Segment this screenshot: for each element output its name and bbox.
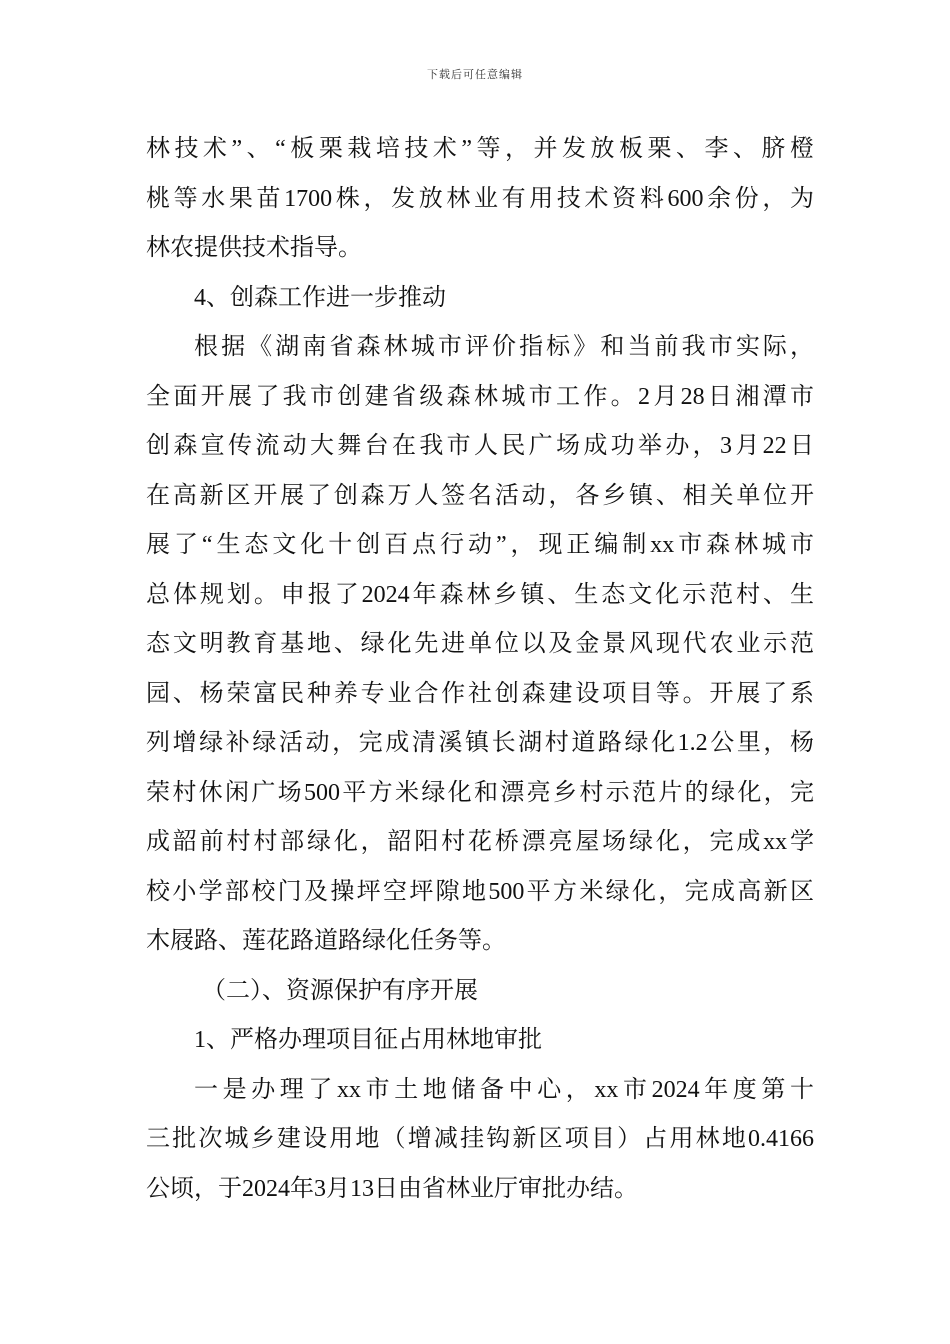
paragraph-line: 桃等水果苗1700株，发放林业有用技术资料600余份，为 (146, 185, 814, 212)
paragraph-line: 一是办理了xx市土地储备中心，xx市2024年度第十 (194, 1076, 814, 1103)
paragraph-line: 列增绿补绿活动，完成清溪镇长湖村道路绿化1.2公里，杨 (146, 730, 814, 756)
paragraph-line: 林农提供技术指导。 (146, 235, 362, 261)
paragraph-line: 展了“生态文化十创百点行动”，现正编制xx市森林城市 (146, 532, 814, 558)
section-heading: （二）、资源保护有序开展 (202, 977, 478, 1004)
paragraph-line: 成韶前村村部绿化，韶阳村花桥漂亮屋场绿化，完成xx学 (146, 829, 814, 855)
paragraph-line: 三批次城乡建设用地（增减挂钩新区项目）占用林地0.4166 (146, 1126, 814, 1152)
section-heading: 4、创森工作进一步推动 (194, 284, 446, 311)
paragraph-line: 林技术”、“板栗栽培技术”等，并发放板栗、李、脐橙 (146, 136, 814, 162)
page-header-note: 下载后可任意编辑 (427, 68, 523, 81)
paragraph-line: 创森宣传流动大舞台在我市人民广场成功举办，3月22日 (146, 433, 814, 459)
paragraph-line: 木屐路、莲花路道路绿化任务等。 (146, 928, 506, 954)
document-body (146, 125, 814, 1214)
paragraph-line: 园、杨荣富民种养专业合作社创森建设项目等。开展了系 (146, 680, 814, 707)
paragraph-line: 荣村休闲广场500平方米绿化和漂亮乡村示范片的绿化，完 (146, 779, 814, 806)
paragraph-line: 校小学部校门及操坪空坪隙地500平方米绿化，完成高新区 (146, 878, 814, 905)
paragraph-line: 总体规划。申报了2024年森林乡镇、生态文化示范村、生 (146, 581, 814, 608)
paragraph-line: 在高新区开展了创森万人签名活动，各乡镇、相关单位开 (146, 482, 814, 509)
subsection-heading: 1、严格办理项目征占用林地审批 (194, 1027, 542, 1053)
paragraph-line: 公顷，于2024年3月13日由省林业厅审批办结。 (146, 1175, 638, 1202)
paragraph-line: 根据《湖南省森林城市评价指标》和当前我市实际， (194, 334, 814, 360)
paragraph-line: 态文明教育基地、绿化先进单位以及金景风现代农业示范 (146, 631, 814, 657)
paragraph-line: 全面开展了我市创建省级森林城市工作。2月28日湘潭市 (146, 383, 814, 410)
